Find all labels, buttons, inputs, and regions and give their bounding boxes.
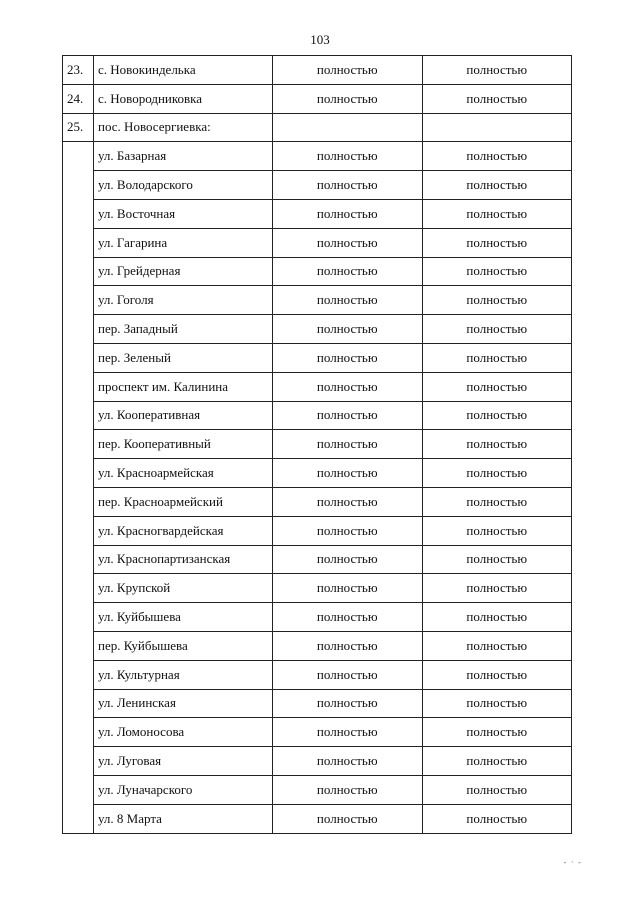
coverage-col2: полностью	[422, 660, 572, 689]
coverage-col1: полностью	[273, 718, 423, 747]
page-number: 103	[310, 32, 330, 47]
coverage-col1: полностью	[273, 171, 423, 200]
row-number	[63, 603, 94, 632]
table-row	[63, 631, 572, 660]
row-number	[63, 430, 94, 459]
coverage-col2: полностью	[422, 689, 572, 718]
row-number: 24.	[63, 84, 94, 113]
row-number	[63, 171, 94, 200]
coverage-col1: полностью	[273, 660, 423, 689]
table-row	[63, 142, 572, 171]
table-row	[63, 516, 572, 545]
coverage-col2: полностью	[422, 372, 572, 401]
locality-name: пер. Зеленый	[94, 343, 273, 372]
row-number: 23.	[63, 56, 94, 85]
row-number	[63, 660, 94, 689]
row-number	[63, 631, 94, 660]
locality-name: ул. Ленинская	[94, 689, 273, 718]
row-number	[63, 747, 94, 776]
locality-name: ул. Ломоносова	[94, 718, 273, 747]
coverage-col1: полностью	[273, 257, 423, 286]
coverage-col1: полностью	[273, 343, 423, 372]
streets-table	[62, 55, 572, 834]
table-row	[63, 459, 572, 488]
coverage-col1: полностью	[273, 603, 423, 632]
coverage-col1: полностью	[273, 56, 423, 85]
row-number	[63, 199, 94, 228]
table-row	[63, 372, 572, 401]
locality-name: с. Новородниковка	[94, 84, 273, 113]
coverage-col1: полностью	[273, 545, 423, 574]
locality-name: ул. Культурная	[94, 660, 273, 689]
locality-name: пер. Красноармейский	[94, 487, 273, 516]
coverage-col2: полностью	[422, 718, 572, 747]
coverage-col2: полностью	[422, 430, 572, 459]
table-row	[63, 747, 572, 776]
locality-name: ул. 8 Марта	[94, 804, 273, 833]
table-row	[63, 430, 572, 459]
coverage-col2: полностью	[422, 487, 572, 516]
table-row	[63, 603, 572, 632]
coverage-col2: полностью	[422, 574, 572, 603]
locality-name: ул. Луговая	[94, 747, 273, 776]
locality-name: ул. Красногвардейская	[94, 516, 273, 545]
row-number	[63, 718, 94, 747]
coverage-col1: полностью	[273, 199, 423, 228]
coverage-col2: полностью	[422, 286, 572, 315]
row-number	[63, 343, 94, 372]
locality-name: ул. Гоголя	[94, 286, 273, 315]
locality-name: ул. Луначарского	[94, 775, 273, 804]
coverage-col1: полностью	[273, 804, 423, 833]
coverage-col2: полностью	[422, 343, 572, 372]
coverage-col1: полностью	[273, 228, 423, 257]
row-number	[63, 545, 94, 574]
coverage-col1: полностью	[273, 747, 423, 776]
row-number	[63, 401, 94, 430]
row-number	[63, 804, 94, 833]
coverage-col2: полностью	[422, 401, 572, 430]
table-row	[63, 171, 572, 200]
coverage-col2: полностью	[422, 199, 572, 228]
row-number	[63, 459, 94, 488]
table-row	[63, 487, 572, 516]
row-number	[63, 142, 94, 171]
locality-name: пер. Куйбышева	[94, 631, 273, 660]
locality-name: ул. Гагарина	[94, 228, 273, 257]
table-row	[63, 804, 572, 833]
coverage-col1: полностью	[273, 286, 423, 315]
table-row	[63, 401, 572, 430]
coverage-col2	[422, 113, 572, 142]
row-number	[63, 315, 94, 344]
coverage-col2: полностью	[422, 257, 572, 286]
row-number: 25.	[63, 113, 94, 142]
coverage-col1: полностью	[273, 142, 423, 171]
coverage-col1: полностью	[273, 631, 423, 660]
coverage-col1: полностью	[273, 574, 423, 603]
coverage-col2: полностью	[422, 804, 572, 833]
coverage-col2: полностью	[422, 171, 572, 200]
coverage-col2: полностью	[422, 142, 572, 171]
coverage-col1: полностью	[273, 689, 423, 718]
locality-name: ул. Восточная	[94, 199, 273, 228]
table-row	[63, 84, 572, 113]
coverage-col1	[273, 113, 423, 142]
locality-name: ул. Володарского	[94, 171, 273, 200]
table-row	[63, 718, 572, 747]
coverage-col2: полностью	[422, 603, 572, 632]
locality-name: ул. Крупской	[94, 574, 273, 603]
coverage-col2: полностью	[422, 747, 572, 776]
coverage-col2: полностью	[422, 228, 572, 257]
locality-name: пос. Новосергиевка:	[94, 113, 273, 142]
coverage-col2: полностью	[422, 56, 572, 85]
row-number	[63, 516, 94, 545]
row-number	[63, 487, 94, 516]
row-number	[63, 286, 94, 315]
coverage-col1: полностью	[273, 315, 423, 344]
table-row	[63, 545, 572, 574]
table-row	[63, 660, 572, 689]
footer-mark: - · -	[563, 857, 582, 867]
locality-name: пер. Западный	[94, 315, 273, 344]
table-body	[63, 56, 572, 834]
row-number	[63, 228, 94, 257]
row-number	[63, 574, 94, 603]
coverage-col1: полностью	[273, 775, 423, 804]
locality-name: ул. Кооперативная	[94, 401, 273, 430]
coverage-col2: полностью	[422, 315, 572, 344]
locality-name: проспект им. Калинина	[94, 372, 273, 401]
coverage-col2: полностью	[422, 84, 572, 113]
table-row	[63, 228, 572, 257]
table-row	[63, 689, 572, 718]
locality-name: пер. Кооперативный	[94, 430, 273, 459]
coverage-col2: полностью	[422, 459, 572, 488]
table-row	[63, 286, 572, 315]
locality-name: ул. Красноармейская	[94, 459, 273, 488]
table-row	[63, 315, 572, 344]
locality-name: с. Новокинделька	[94, 56, 273, 85]
locality-name: ул. Краснопартизанская	[94, 545, 273, 574]
coverage-col2: полностью	[422, 516, 572, 545]
coverage-col1: полностью	[273, 430, 423, 459]
locality-name: ул. Грейдерная	[94, 257, 273, 286]
coverage-col1: полностью	[273, 401, 423, 430]
row-number	[63, 257, 94, 286]
row-number	[63, 689, 94, 718]
coverage-col2: полностью	[422, 775, 572, 804]
coverage-col1: полностью	[273, 516, 423, 545]
coverage-col1: полностью	[273, 84, 423, 113]
table-row	[63, 257, 572, 286]
coverage-col1: полностью	[273, 487, 423, 516]
coverage-col1: полностью	[273, 372, 423, 401]
coverage-col1: полностью	[273, 459, 423, 488]
row-number	[63, 372, 94, 401]
row-number	[63, 775, 94, 804]
locality-name: ул. Базарная	[94, 142, 273, 171]
table-row	[63, 775, 572, 804]
table-row	[63, 574, 572, 603]
locality-name: ул. Куйбышева	[94, 603, 273, 632]
table-row	[63, 343, 572, 372]
coverage-col2: полностью	[422, 545, 572, 574]
table-row	[63, 199, 572, 228]
table-row	[63, 113, 572, 142]
coverage-col2: полностью	[422, 631, 572, 660]
table-row	[63, 56, 572, 85]
